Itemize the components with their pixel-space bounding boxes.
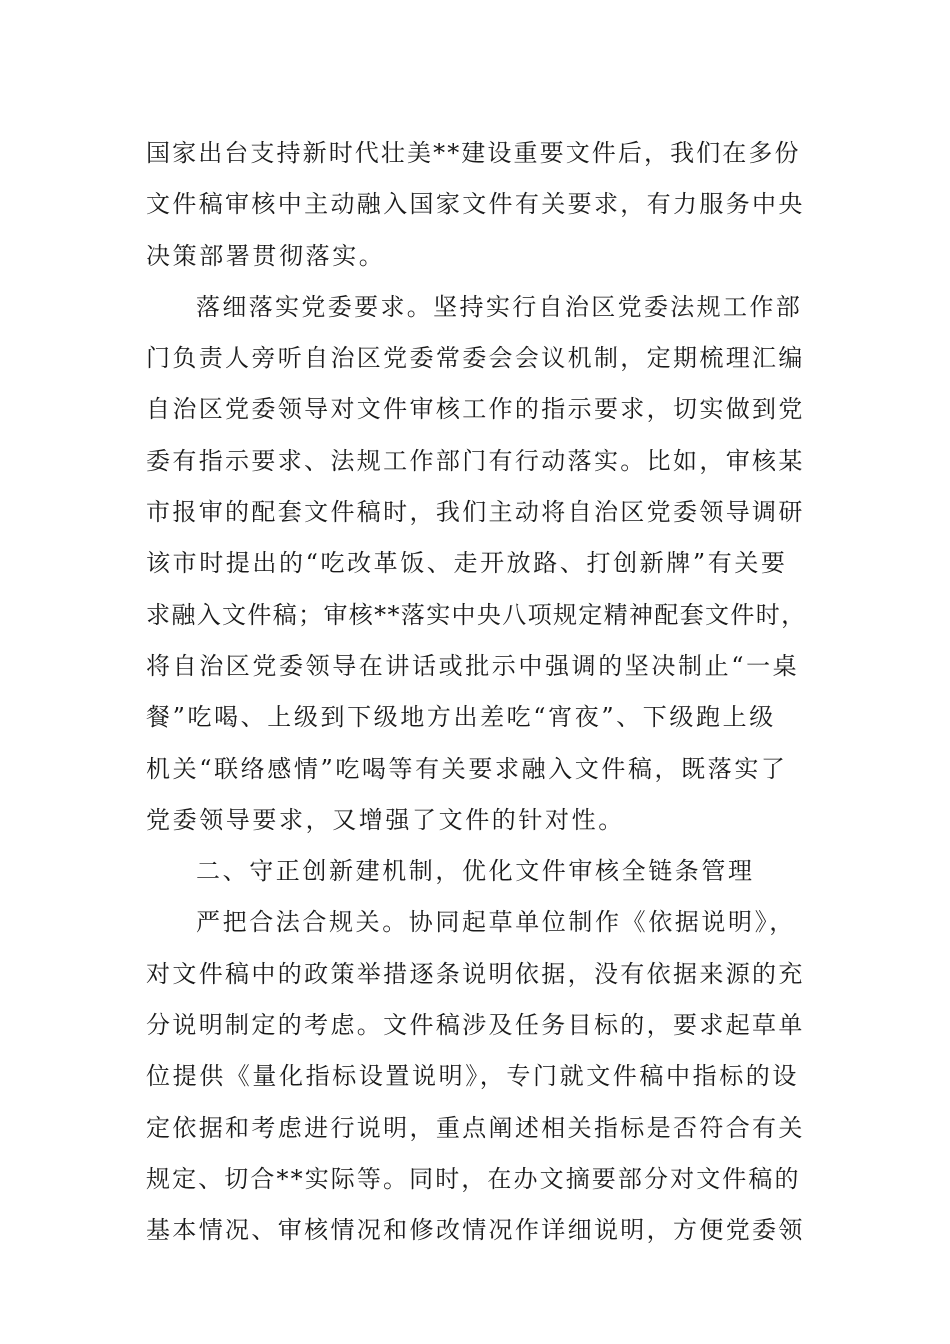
text-line: 文件稿审核中主动融入国家文件有关要求，有力服务中央 (146, 190, 805, 219)
text-line: 定依据和考虑进行说明，重点阐述相关指标是否符合有关 (146, 1113, 805, 1142)
text-line: 餐”吃喝、上级到下级地方出差吃“宵夜”、下级跑上级 (146, 703, 776, 732)
text-line: 位提供《量化指标设置说明》，专门就文件稿中指标的设 (146, 1062, 799, 1091)
text-line: 门负责人旁听自治区党委常委会会议机制，定期梳理汇编 (146, 344, 805, 373)
document-body (146, 128, 806, 1257)
text-line: 求融入文件稿；审核**落实中央八项规定精神配套文件时， (146, 600, 807, 629)
section-heading: 二、守正创新建机制，优化文件审核全链条管理 (196, 857, 755, 886)
text-line: 严把合法合规关。协同起草单位制作《依据说明》， (196, 908, 796, 937)
text-line: 党委领导要求，又增强了文件的针对性。 (146, 805, 625, 834)
text-line: 委有指示要求、法规工作部门有行动落实。比如，审核某 (146, 446, 805, 475)
text-line: 基本情况、审核情况和修改情况作详细说明，方便党委领 (146, 1216, 805, 1245)
text-line: 国家出台支持新时代壮美**建设重要文件后，我们在多份 (146, 139, 801, 167)
text-line: 分说明制定的考虑。文件稿涉及任务目标的，要求起草单 (146, 1011, 805, 1040)
text-line: 对文件稿中的政策举措逐条说明依据，没有依据来源的充 (146, 959, 805, 988)
text-line: 机关“联络感情”吃喝等有关要求融入文件稿，既落实了 (146, 754, 788, 783)
text-line: 该市时提出的“吃改革饭、走开放路、打创新牌”有关要 (146, 549, 788, 578)
text-line: 市报审的配套文件稿时，我们主动将自治区党委领导调研 (146, 498, 805, 527)
text-line: 自治区党委领导对文件审核工作的指示要求，切实做到党 (146, 395, 805, 424)
text-line: 将自治区党委领导在讲话或批示中强调的坚决制止“一桌 (146, 651, 800, 680)
text-line: 落细落实党委要求。坚持实行自治区党委法规工作部 (196, 292, 803, 321)
text-line: 规定、切合**实际等。同时，在办文摘要部分对文件稿的 (146, 1164, 801, 1193)
text-line: 决策部署贯彻落实。 (146, 241, 386, 270)
